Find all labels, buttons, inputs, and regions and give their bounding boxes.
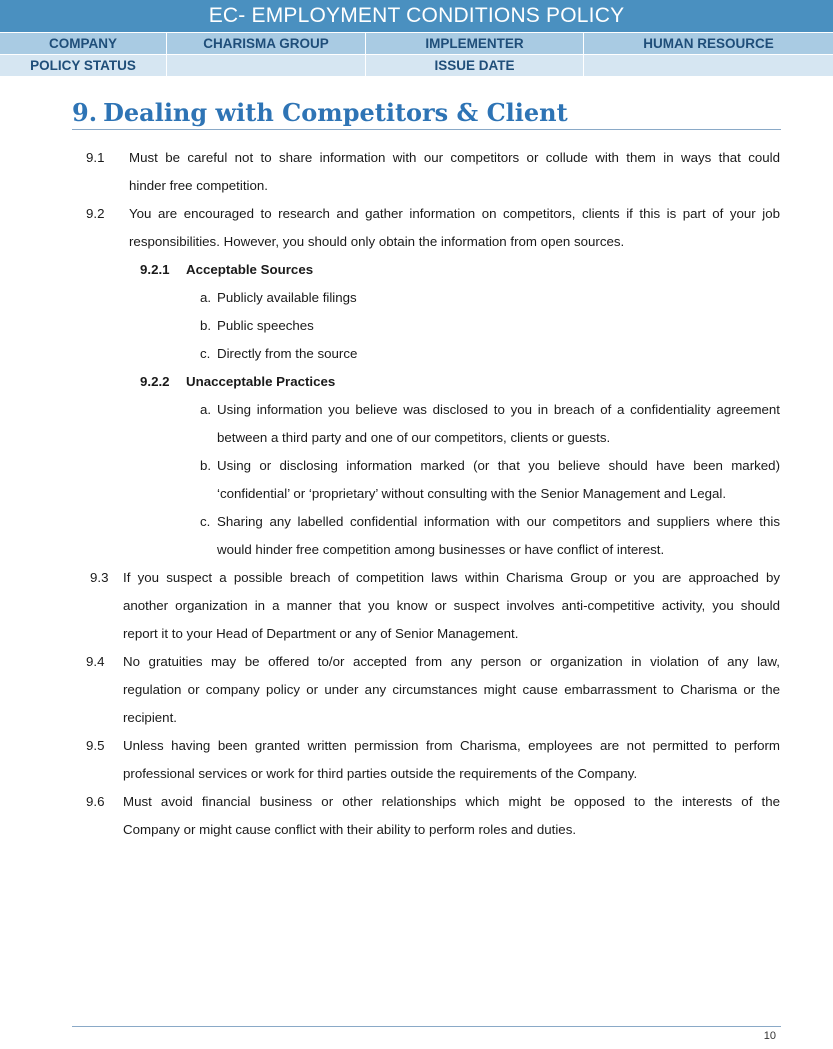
list-item: Public speeches — [217, 318, 314, 333]
item-text: Company or might cause conflict with their ability to perform roles and duties. — [123, 822, 577, 837]
list-item: Publicly available filings — [217, 290, 357, 305]
item-text: No gratuities may be offered to/or accepted from any person or organization in violation of any law, — [123, 654, 780, 669]
implementer-label: IMPLEMENTER — [366, 33, 584, 54]
section-title: Dealing with Competitors & Client — [103, 98, 568, 127]
list-item: ‘confidential’ or ‘proprietary’ without consulting with the Senior Management and Legal. — [217, 486, 727, 501]
section-heading — [72, 98, 781, 130]
list-marker: c. — [200, 514, 211, 529]
item-text: responsibilities. However, you should only obtain the information from open sources. — [129, 234, 625, 249]
list-marker: b. — [200, 318, 212, 333]
subsection-number: 9.2.1 — [140, 262, 170, 277]
item-text: Must be careful not to share information with our competitors or collude with them in ways that could — [129, 150, 780, 165]
item-number: 9.3 — [90, 570, 109, 585]
list-item: Directly from the source — [217, 346, 358, 361]
header-row-company — [0, 32, 833, 54]
item-text: report it to your Head of Department or any of Senior Management. — [123, 626, 519, 641]
item-text: recipient. — [123, 710, 177, 725]
item-text: You are encouraged to research and gather information on competitors, clients if this is part of your job — [129, 206, 780, 221]
policy-status-label: POLICY STATUS — [0, 55, 167, 76]
item-text: Unless having been granted written permission from Charisma, employees are not permitted to perform — [123, 738, 780, 753]
company-label: COMPANY — [0, 33, 167, 54]
footer-rule — [72, 1026, 781, 1027]
list-marker: a. — [200, 290, 212, 305]
issue-date-value — [584, 55, 833, 76]
list-marker: b. — [200, 458, 212, 473]
policy-title: EC- EMPLOYMENT CONDITIONS POLICY — [0, 0, 833, 32]
item-text: If you suspect a possible breach of competition laws within Charisma Group or you are approached by — [123, 570, 780, 585]
policy-header — [0, 0, 833, 76]
header-row-status — [0, 54, 833, 76]
item-text: hinder free competition. — [129, 178, 268, 193]
list-marker: c. — [200, 346, 211, 361]
subsection-number: 9.2.2 — [140, 374, 170, 389]
item-text: regulation or company policy or under any circumstances might cause embarrassment to Charisma or the — [123, 682, 780, 697]
page-number: 10 — [763, 1030, 776, 1042]
subsection-title: Unacceptable Practices — [186, 374, 336, 389]
subsection-title: Acceptable Sources — [186, 262, 314, 277]
list-item: Using information you believe was disclosed to you in breach of a confidentiality agreement — [217, 402, 780, 417]
list-item: Sharing any labelled confidential information with our competitors and suppliers where this — [217, 514, 780, 529]
item-text: Must avoid financial business or other relationships which might be opposed to the interests of the — [123, 794, 780, 809]
company-value: CHARISMA GROUP — [167, 33, 366, 54]
item-text: another organization in a manner that you know or suspect involves anti-competitive activity, you should — [123, 598, 780, 613]
section-number: 9. — [72, 98, 98, 127]
implementer-value: HUMAN RESOURCE — [584, 33, 833, 54]
list-item: would hinder free competition among businesses or have conflict of interest. — [217, 542, 665, 557]
list-item: Using or disclosing information marked (or that you believe should have been marked) — [217, 458, 780, 473]
policy-status-value — [167, 55, 366, 76]
list-item: between a third party and one of our competitors, clients or guests. — [217, 430, 611, 445]
item-text: professional services or work for third parties outside the requirements of the Company. — [123, 766, 638, 781]
item-number: 9.1 — [86, 150, 105, 165]
item-number: 9.5 — [86, 738, 105, 753]
item-number: 9.6 — [86, 794, 105, 809]
item-number: 9.2 — [86, 206, 105, 221]
list-marker: a. — [200, 402, 212, 417]
item-number: 9.4 — [86, 654, 105, 669]
issue-date-label: ISSUE DATE — [366, 55, 584, 76]
